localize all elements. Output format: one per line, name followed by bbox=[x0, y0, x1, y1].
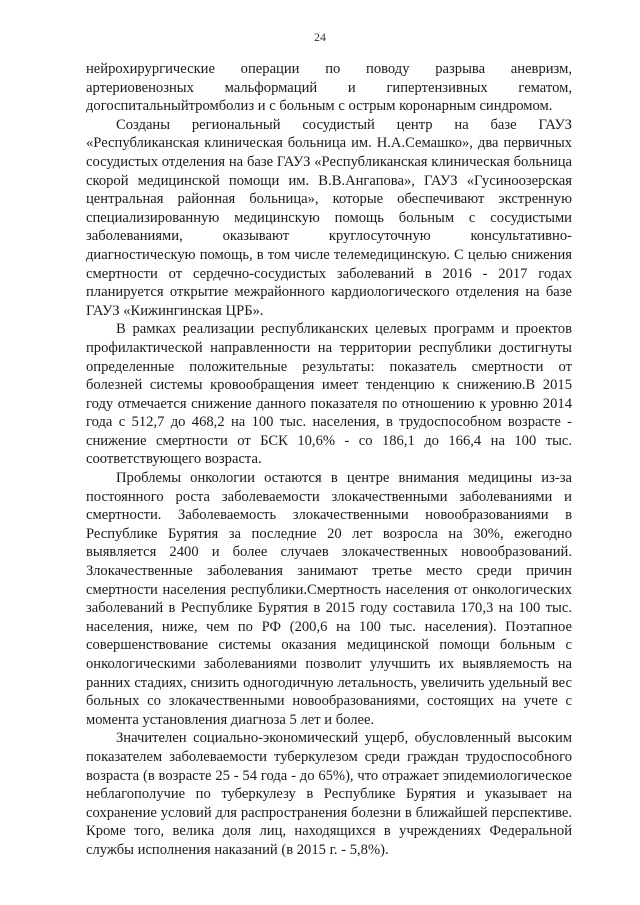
paragraph-tuberculosis: Значителен социально-экономический ущерб, обусловленный высоким показателем заболеваемости туберкулезом среди граждан трудоспособного возраста (в возрасте 25 - 54 года - до 65%), что отражает эпидемиологическое неблагополучие по туберкулезу в Республике Бурятия и указывает на сохранение условий для распространения болезни в ближайшей перспективе. Кроме того, велика доля лиц, находящихся в учреждениях Федеральной службы исполнения наказаний (в 2015 г. - 5,8%). bbox=[86, 730, 572, 858]
paragraph-cardiovascular-mortality: В рамках реализации республиканских целевых программ и проектов профилактической направленности на территории республики достигнуты определенные положительные результаты: показатель смертности от болезней системы кровообращения имеет тенденцию к снижению.В 2015 году отмечается снижение данного показателя по отношению к уровню 2014 года с 512,7 до 468,2 на 100 тыс. населения, в трудоспособном возрасте - снижение смертности от БСК 10,6% - со 186,1 до 166,4 на 100 тыс. соответствующего возраста. bbox=[86, 321, 572, 468]
paragraph-oncology: Проблемы онкологии остаются в центре внимания медицины из-за постоянного роста заболеваемости злокачественными заболеваниями и смертности. Заболеваемость злокачественными новообразованиями в Республике Бурятия за последние 20 лет возросла на 30%, ежегодно выявляется 2400 и более случаев злокачественных новообразований. Злокачественные заболевания занимают третье место среди причин смертности населения республики.Смертность населения от онкологических заболеваний в Республике Бурятия в 2015 году составила 170,3 на 100 тыс. населения, ниже, чем по РФ (200,6 на 100 тыс. населения). Поэтапное совершенствование системы оказания медицинской помощи больным с онкологическими заболеваниями позволит улучшить их выявляемость на ранних стадиях, снизить одногодичную летальность, увеличить удельный вес больных со злокачественными новообразованиями, состоящих на учете с момента установления диагноза 5 лет и более. bbox=[86, 470, 572, 728]
body-text bbox=[86, 60, 572, 860]
page-number: 24 bbox=[314, 30, 326, 44]
paragraph-neurosurgery: нейрохирургические операции по поводу разрыва аневризм, артериовенозных мальформаций и гипертензивных гематом, догоспитальныйтромболиз и с больным с острым коронарным синдромом. bbox=[86, 61, 572, 115]
paragraph-vascular-centers: Созданы региональный сосудистый центр на базе ГАУЗ «Республиканская клиническая больница им. Н.А.Семашко», два первичных сосудистых отделения на базе ГАУЗ «Республиканская клиническая больница скорой медицинской помощи им. В.В.Ангапова», ГАУЗ «Гусиноозерская центральная районная больница», которые обеспечивают экстренную специализированную медицинскую помощь больным с сосудистыми заболеваниями, оказывают круглосуточную консультативно-диагностическую помощь, в том числе телемедицинскую. С целью снижения смертности от сердечно-сосудистых заболеваний в 2016 - 2017 годах планируется открытие межрайонного кардиологического отделения на базе ГАУЗ «Кижингинская ЦРБ». bbox=[86, 116, 572, 319]
